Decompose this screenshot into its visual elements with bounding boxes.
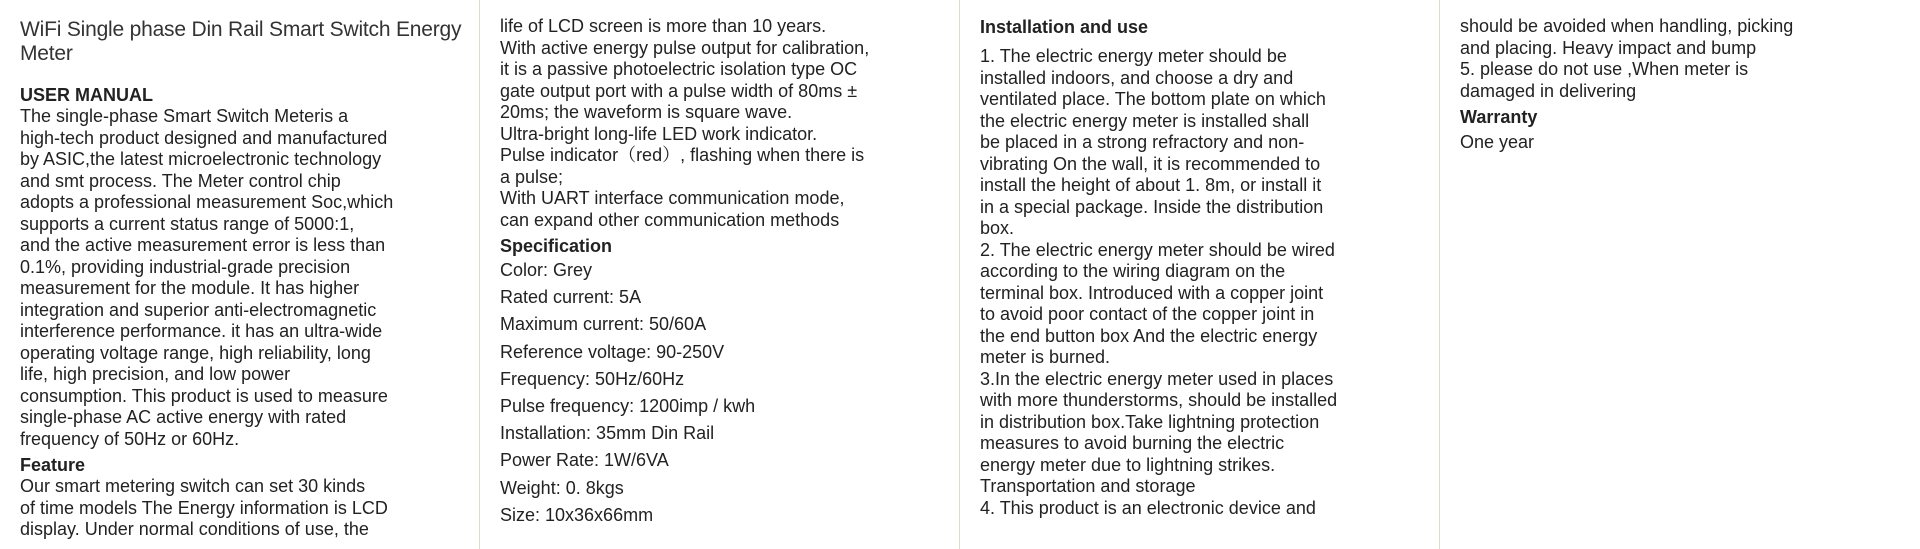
text-line: and the active measurement error is less than bbox=[20, 235, 386, 255]
specification-list bbox=[500, 257, 945, 529]
text-line: and placing. Heavy impact and bump bbox=[1460, 37, 1757, 58]
text-line: 2. The electric energy meter should be wired bbox=[980, 239, 1335, 260]
column-3 bbox=[960, 0, 1440, 549]
text-line: measures to avoid burning the electric bbox=[980, 433, 1285, 453]
text-line: ventilated place. The bottom plate on which bbox=[980, 89, 1326, 109]
text-line: 5. please do not use ,When meter is bbox=[1460, 59, 1749, 79]
text-line: gate output port with a pulse width of 80ms ± bbox=[500, 80, 858, 101]
column-2 bbox=[480, 0, 960, 549]
text-line: 1. The electric energy meter should be bbox=[980, 46, 1287, 66]
spec-item-frequency: Frequency: 50Hz/60Hz bbox=[500, 368, 685, 389]
text-line: high-tech product designed and manufactured bbox=[20, 127, 388, 148]
installation-heading: Installation and use bbox=[980, 17, 1149, 37]
feature-text bbox=[20, 476, 465, 541]
spec-item-pulse-frequency: Pulse frequency: 1200imp / kwh bbox=[500, 396, 756, 417]
text-line: and smt process. The Meter control chip bbox=[20, 170, 341, 191]
text-line: 3.In the electric energy meter used in places bbox=[980, 368, 1334, 389]
spec-item-installation: Installation: 35mm Din Rail bbox=[500, 423, 715, 444]
text-line: Pulse indicator（red）, flashing when there is bbox=[500, 145, 865, 165]
warranty-heading: Warranty bbox=[1460, 107, 1538, 127]
text-line: can expand other communication methods bbox=[500, 209, 840, 230]
warranty-text: One year bbox=[1460, 132, 1535, 152]
text-line: in distribution box.Take lightning protection bbox=[980, 411, 1320, 432]
text-line: the end button box And the electric energy bbox=[980, 325, 1318, 346]
text-line: according to the wiring diagram on the bbox=[980, 261, 1286, 281]
text-line: supports a current status range of 5000:1, bbox=[20, 213, 355, 234]
text-line: be placed in a strong refractory and non- bbox=[980, 132, 1305, 152]
text-line: by ASIC,the latest microelectronic technology bbox=[20, 149, 382, 169]
text-line: life of LCD screen is more than 10 years. bbox=[500, 16, 827, 36]
installation-text-continued bbox=[1460, 16, 1906, 102]
text-line: of time models The Energy information is LCD bbox=[20, 497, 388, 518]
text-line: frequency of 50Hz or 60Hz. bbox=[20, 428, 240, 449]
specification-heading: Specification bbox=[500, 236, 613, 256]
text-line: installed indoors, and choose a dry and bbox=[980, 67, 1294, 88]
text-line: energy meter due to lightning strikes. bbox=[980, 454, 1276, 475]
spec-item-weight: Weight: 0. 8kgs bbox=[500, 477, 624, 498]
text-line: 0.1%, providing industrial-grade precision bbox=[20, 256, 351, 277]
text-line: With active energy pulse output for calibration, bbox=[500, 37, 870, 58]
text-line: box. bbox=[980, 218, 1015, 238]
text-line: it is a passive photoelectric isolation type OC bbox=[500, 59, 858, 79]
feature-heading: Feature bbox=[20, 455, 86, 475]
spec-item-color: Color: Grey bbox=[500, 260, 593, 280]
text-line: Our smart metering switch can set 30 kinds bbox=[20, 476, 366, 496]
text-line: vibrating On the wall, it is recommended to bbox=[980, 153, 1321, 174]
text-line: single-phase AC active energy with rated bbox=[20, 407, 347, 427]
user-manual-heading: USER MANUAL bbox=[20, 85, 153, 105]
text-line: Transportation and storage bbox=[980, 476, 1196, 496]
text-line: consumption. This product is used to measure bbox=[20, 385, 388, 406]
text-line: operating voltage range, high reliability, long bbox=[20, 342, 371, 363]
column-4 bbox=[1440, 0, 1920, 549]
text-line: adopts a professional measurement Soc,which bbox=[20, 192, 394, 212]
text-line: meter is burned. bbox=[980, 347, 1111, 367]
text-line: 20ms; the waveform is square wave. bbox=[500, 102, 793, 122]
text-line: measurement for the module. It has higher bbox=[20, 278, 360, 298]
text-line: the electric energy meter is installed shall bbox=[980, 110, 1310, 131]
spec-item-power-rate: Power Rate: 1W/6VA bbox=[500, 450, 669, 471]
text-line: terminal box. Introduced with a copper joint bbox=[980, 282, 1324, 303]
spec-item-size: Size: 10x36x66mm bbox=[500, 504, 654, 525]
spec-item-rated-current: Rated current: 5A bbox=[500, 287, 642, 308]
spec-item-maximum-current: Maximum current: 50/60A bbox=[500, 314, 707, 335]
text-line: install the height of about 1. 8m, or install it bbox=[980, 175, 1322, 195]
product-title: WiFi Single phase Din Rail Smart Switch Energy Meter bbox=[20, 18, 462, 65]
text-line: 4. This product is an electronic device and bbox=[980, 497, 1316, 518]
feature-text-continued bbox=[500, 16, 945, 231]
text-line: should be avoided when handling, picking bbox=[1460, 16, 1794, 36]
text-line: a pulse; bbox=[500, 166, 564, 187]
text-line: integration and superior anti-electromagnetic bbox=[20, 299, 377, 320]
text-line: damaged in delivering bbox=[1460, 80, 1637, 101]
text-line: life, high precision, and low power bbox=[20, 364, 291, 384]
text-line: With UART interface communication mode, bbox=[500, 188, 845, 208]
text-line: The single-phase Smart Switch Meteris a bbox=[20, 106, 349, 126]
text-line: Ultra-bright long-life LED work indicator. bbox=[500, 123, 818, 144]
user-manual-text bbox=[20, 106, 465, 450]
text-line: interference performance. it has an ultra-wide bbox=[20, 321, 383, 341]
text-line: to avoid poor contact of the copper joint in bbox=[980, 304, 1315, 324]
text-line: with more thunderstorms, should be installed bbox=[980, 390, 1338, 410]
text-line: display. Under normal conditions of use, the bbox=[20, 519, 369, 539]
installation-text bbox=[980, 46, 1425, 519]
spec-item-reference-voltage: Reference voltage: 90-250V bbox=[500, 341, 725, 362]
column-1 bbox=[0, 0, 480, 549]
text-line: in a special package. Inside the distribution bbox=[980, 196, 1324, 217]
